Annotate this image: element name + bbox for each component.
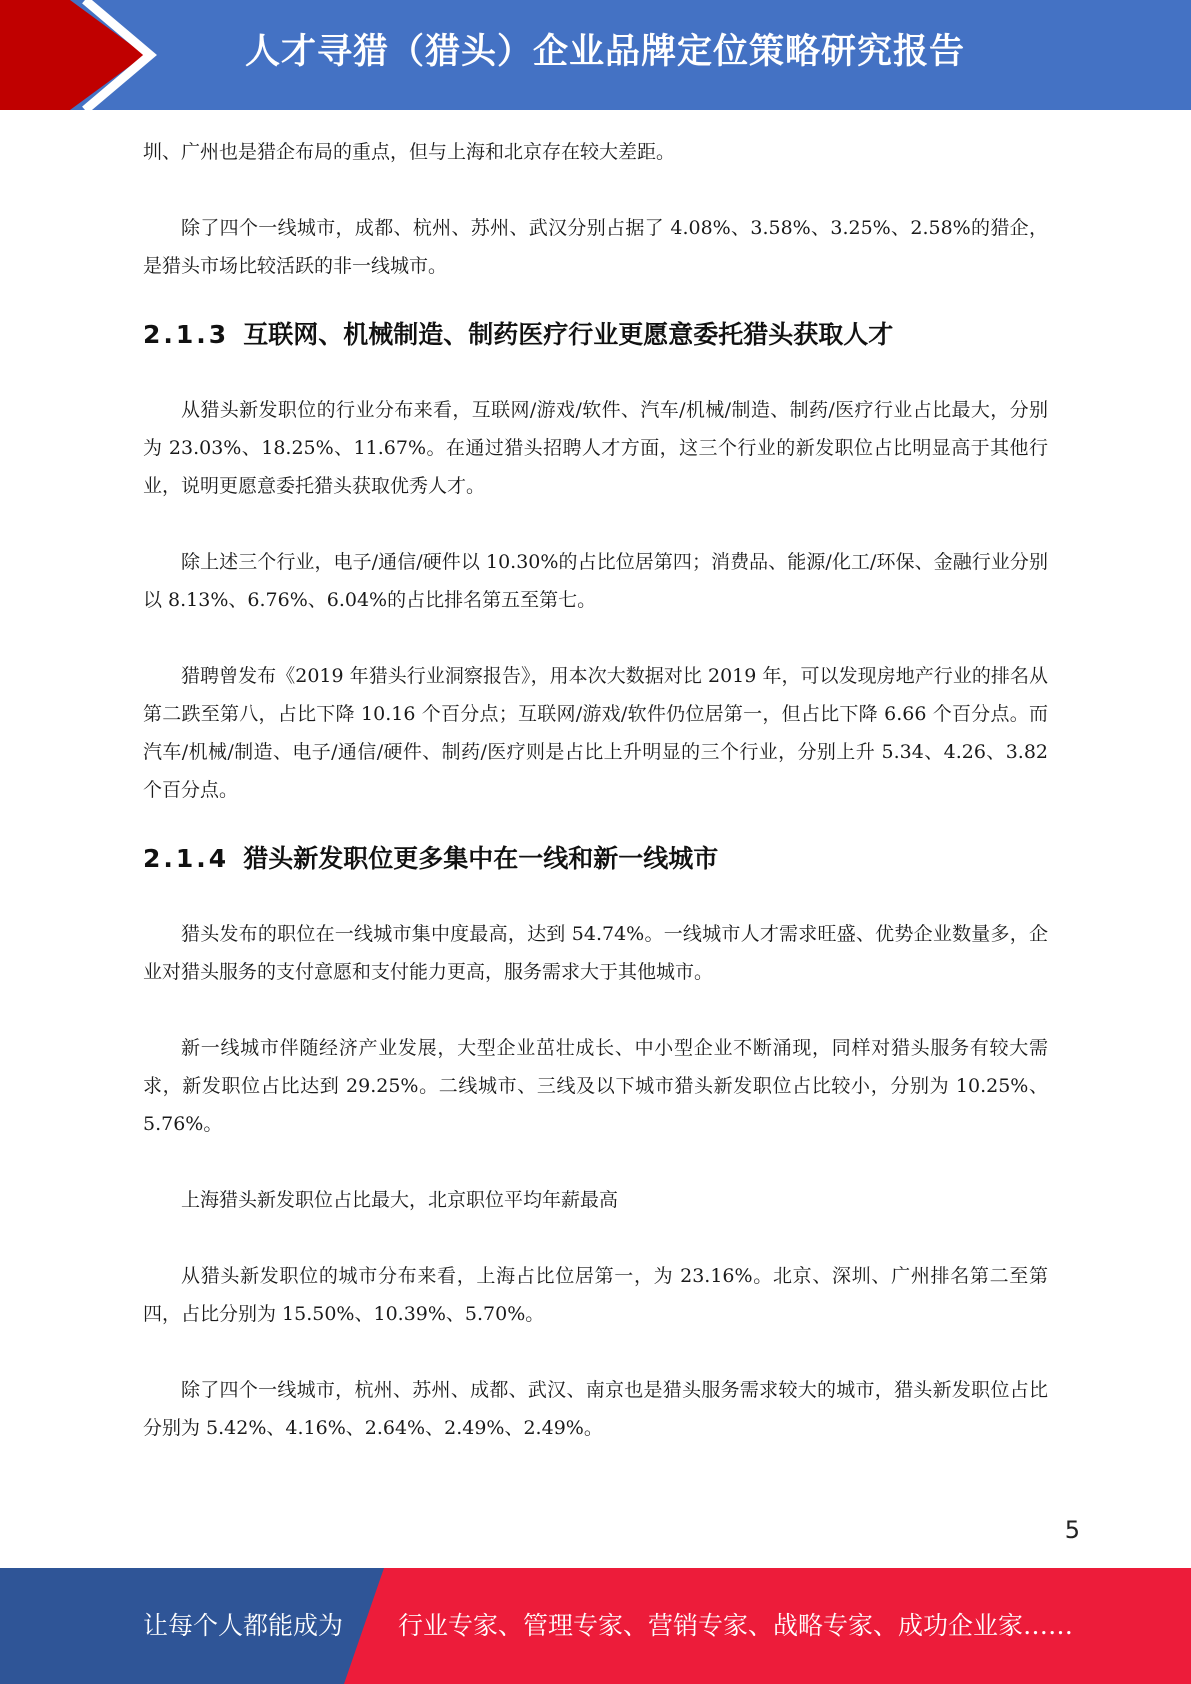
paragraph: 从猎头新发职位的城市分布来看，上海占比位居第一，为 23.16%。北京、深圳、广州排名第二至第四，占比分别为 15.50%、10.39%、5.70%。 [143,1265,1048,1325]
paragraph: 除上述三个行业，电子/通信/硬件以 10.30%的占比位居第四；消费品、能源/化工/环保、金融行业分别以 8.13%、6.76%、6.04%的占比排名第五至第七。 [143,551,1048,611]
subheading-paragraph: 上海猎头新发职位占比最大，北京职位平均年薪最高 [181,1189,619,1211]
paragraph: 猎头发布的职位在一线城市集中度最高，达到 54.74%。一线城市人才需求旺盛、优势企业数量多，企业对猎头服务的支付意愿和支付能力更高，服务需求大于其他城市。 [143,923,1048,983]
paragraph: 除了四个一线城市，成都、杭州、苏州、武汉分别占据了 4.08%、3.58%、3.25%、2.58%的猎企，是猎头市场比较活跃的非一线城市。 [143,217,1048,277]
paragraph: 圳、广州也是猎企布局的重点，但与上海和北京存在较大差距。 [143,141,676,163]
section-heading-text: 猎头新发职位更多集中在一线和新一线城市 [243,844,719,873]
report-body [143,133,1048,1447]
section-heading-2-1-4 [143,839,1048,879]
paragraph: 新一线城市伴随经济产业发展，大型企业茁壮成长、中小型企业不断涌现，同样对猎头服务有较大需求，新发职位占比达到 29.25%。二线城市、三线及以下城市猎头新发职位占比较小，分别为 10.25%、5.76%。 [143,1037,1048,1135]
header-banner [0,0,1191,110]
paragraph: 猎聘曾发布《2019 年猎头行业洞察报告》，用本次大数据对比 2019 年，可以发现房地产行业的排名从第二跌至第八，占比下降 10.16 个百分点；互联网/游戏/软件仍位居第一，但占比下降 6.66 个百分点。而汽车/机械/制造、电子/通信/硬件、制药/医疗则是占比上升明显的三个行业，分别上升 5.34、4.26、3.82 个百分点。 [143,665,1048,801]
paragraph: 除了四个一线城市，杭州、苏州、成都、武汉、南京也是猎头服务需求较大的城市，猎头新发职位占比分别为 5.42%、4.16%、2.64%、2.49%、2.49%。 [143,1379,1048,1439]
footer-slogan-right: 行业专家、管理专家、营销专家、战略专家、成功企业家…… [398,1611,1074,1640]
section-heading-text: 互联网、机械制造、制药医疗行业更愿意委托猎头获取人才 [243,320,894,349]
paragraph: 从猎头新发职位的行业分布来看，互联网/游戏/软件、汽车/机械/制造、制药/医疗行业占比最大，分别为 23.03%、18.25%、11.67%。在通过猎头招聘人才方面，这三个行业的新发职位占比明显高于其他行业，说明更愿意委托猎头获取优秀人才。 [143,399,1048,497]
section-number: 2.1.4 [143,844,230,873]
footer-slogan-left: 让每个人都能成为 [143,1611,344,1640]
report-title: 人才寻猎（猎头）企业品牌定位策略研究报告 [244,32,965,72]
page-number: 5 [1064,1516,1080,1544]
section-number: 2.1.3 [143,320,230,349]
section-heading-2-1-3 [143,315,1048,355]
footer-banner [0,1568,1191,1684]
